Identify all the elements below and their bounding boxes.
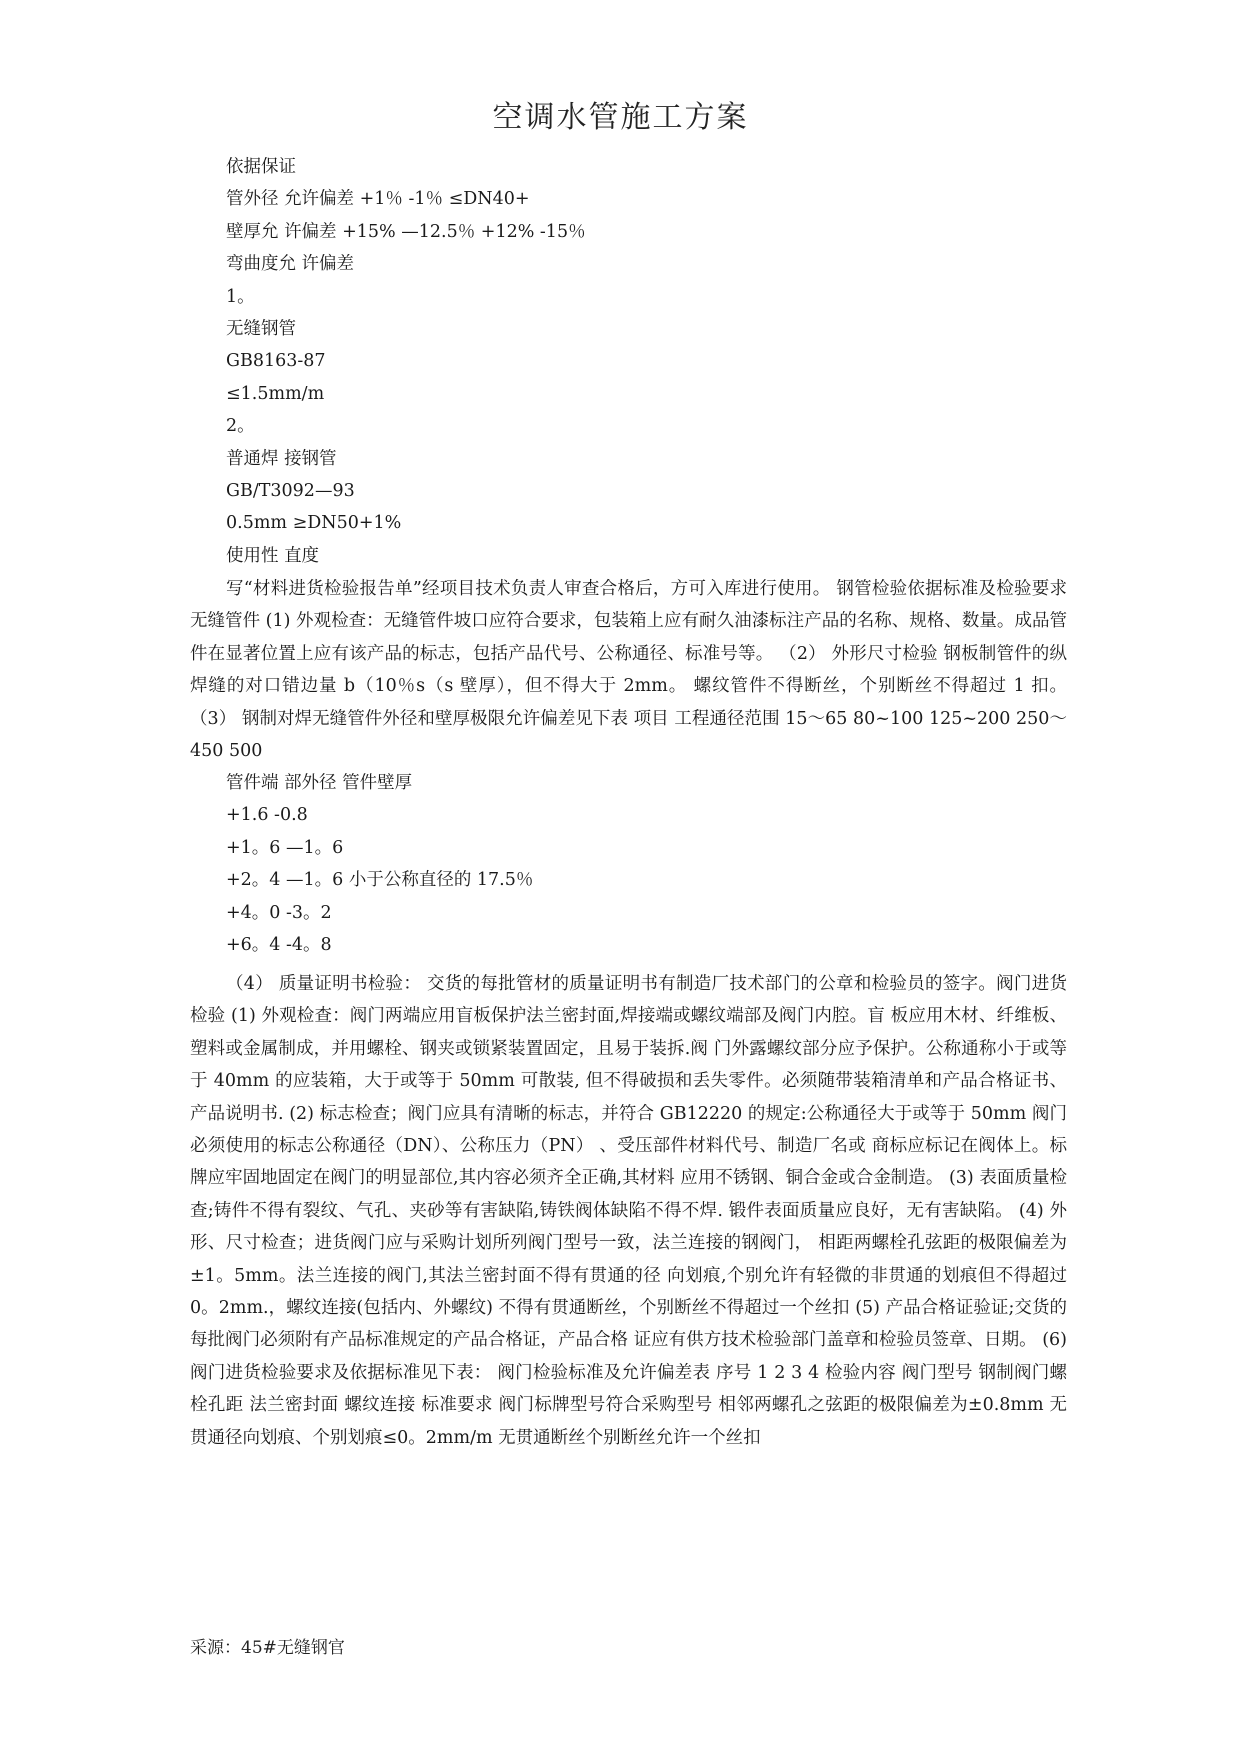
paragraph-valve-inspection: （4） 质量证明书检验： 交货的每批管材的质量证明书有制造厂技术部门的公章和检验员的签字。阀门进货检验 (1) 外观检查：阀门两端应用盲板保护法兰密封面,焊接端或螺纹端部及阀门内腔。盲 板应用木材、纤维板、塑料或金属制成，并用螺栓、钢夹或锁紧装置固定，且易于装拆.阀 门外露螺纹部分应予保护。公称通称小于或等于 40mm 的应装箱，大于或等于 50mm 可散装, 但不得破损和丢失零件。必须随带装箱清单和产品合格证书、产品说明书. (2) 标志检查；阀门应具有清晰的标志，并符合 GB12220 的规定:公称通径大于或等于 50mm 阀门必须使用的标志公称通径（DN）、公称压力（PN） 、受压部件材料代号、制造厂名或 商标应标记在阀体上。标牌应牢固地固定在阀门的明显部位,其内容必须齐全正确,其材料 应用不锈钢、铜合金或合金制造。 (3) 表面质量检查;铸件不得有裂纹、气孔、夹砂等有害缺陷,铸铁阀体缺陷不得不焊. 锻件表面质量应良好，无有害缺陷。 (4) 外形、尺寸检查；进货阀门应与采购计划所列阀门型号一致，法兰连接的钢阀门， 相距两螺栓孔弦距的极限偏差为±1。5mm。法兰连接的阀门,其法兰密封面不得有贯通的径 向划痕,个别允许有轻微的非贯通的划痕但不得超过 0。2mm.，螺纹连接(包括内、外螺纹) 不得有贯通断丝，个别断丝不得超过一个丝扣 (5) 产品合格证验证;交货的每批阀门必须附有产品标准规定的产品合格证，产品合格 证应有供方技术检验部门盖章和检验员签章、日期。 (6) 阀门进货检验要求及依据标准见下表： 阀门检验标准及允许偏差表 序号 1 2 3 4 检验内容 阀门型号 钢制阀门螺栓孔距 法兰密封面 螺纹连接 标准要求 阀门标牌型号符合采购型号 相邻两螺孔之弦距的极限偏差为±0.8mm 无贯通径向划痕、个别划痕≤0。2mm/m 无贯通断丝个别断丝允许一个丝扣 [190,974,1067,1448]
text-line: +6。4 -4。8 [226,934,332,955]
text-line: 依据保证 [226,157,296,177]
paragraph-material-inspection: 写“材料进货检验报告单”经项目技术负责人审查合格后，方可入库进行使用。 钢管检验依据标准及检验要求 无缝管件 (1) 外观检查：无缝管件坡口应符合要求，包装箱上应有耐久油漆标注产品的名称、规格、数量。成品管件在显著位置上应有该产品的标志，包括产品代号、公称通径、标准号等。 （2） 外形尺寸检验 钢板制管件的纵焊缝的对口错边量 b（10％s（s 壁厚），但不得大于 2mm。 螺纹管件不得断丝，个别断丝不得超过 1 扣。 （3） 钢制对焊无缝管件外径和壁厚极限允许偏差见下表 项目 工程通径范围 15～65 80~100 125~200 250～450 500 [190,579,1067,762]
text-line: +4。0 -3。2 [226,902,332,923]
text-line: +1。6 —1。6 [226,837,344,858]
text-line: GB8163-87 [226,351,326,372]
text-line: 1。 [226,286,255,307]
spec-lines-mid [226,767,1086,961]
text-line: 普通焊 接钢管 [226,448,337,469]
footer-source: 采源：45#无缝钢官 [190,1638,345,1658]
text-line: 弯曲度允 许偏差 [226,254,355,275]
text-line: 壁厚允 许偏差 +15% —12.5％ +12% -15％ [226,221,586,242]
text-line: +1.6 -0.8 [226,805,308,826]
document-title: 空调水管施工方案 [492,100,749,135]
text-line: 0.5mm ≥DN50+1% [226,513,402,534]
text-line: 使用性 直度 [226,545,320,566]
text-line: 管外径 允许偏差 +1％ -1％ ≤DN40+ [226,189,530,210]
text-line: +2。4 —1。6 小于公称直径的 17.5％ [226,870,534,891]
text-line: ≤1.5mm/m [226,383,325,404]
text-line: 无缝钢管 [226,318,296,339]
text-line: 管件端 部外径 管件壁厚 [226,773,413,793]
text-line: 2。 [226,416,255,437]
spec-lines-top [226,151,1086,572]
text-line: GB/T3092—93 [226,480,355,501]
